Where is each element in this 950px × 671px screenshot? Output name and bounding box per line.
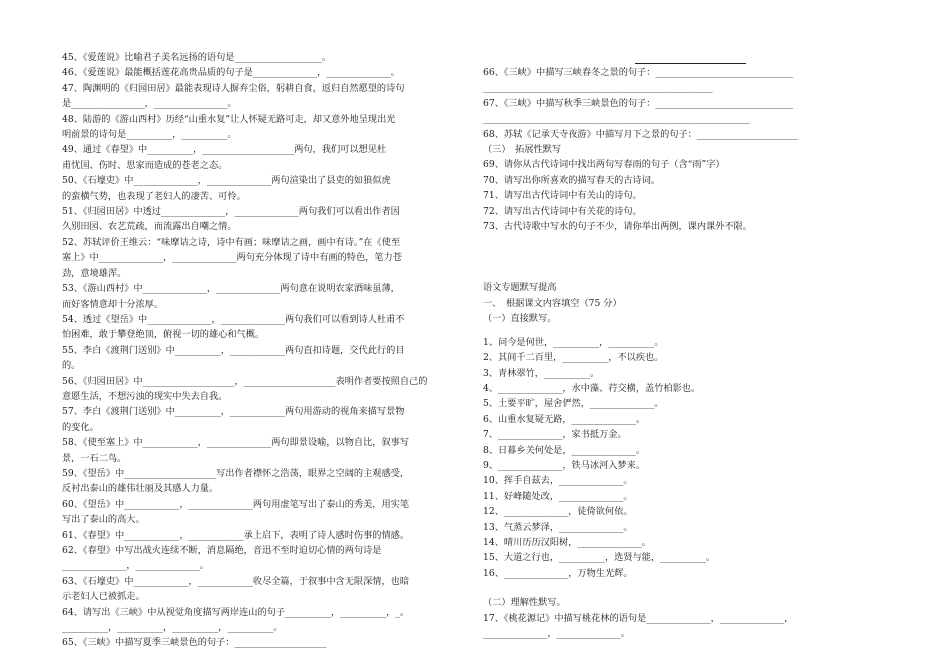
text-line: 16、______________，万物生光辉。 (483, 567, 633, 579)
text-line: 3、青林翠竹，__________。 (483, 367, 600, 379)
text-line: 的变化。 (62, 421, 99, 433)
text-line: 52、苏轼评价王维云：“味摩诘之诗，诗中有画；味摩诘之画，画中有诗。”在《使至 (62, 236, 401, 248)
text-line: 64、请写出《三峡》中从视觉角度描写两岸连山的句子__________，__________，_。 (62, 606, 410, 618)
text-line: ______________，______________。 (483, 628, 630, 639)
text-line: 劲，意境雄浑。 (62, 267, 127, 279)
text-line: 塞上》中______________，______________两句充分体现了诗中有画的特色，笔力苍 (62, 252, 402, 264)
text-line: 的蛮横气势，也表现了老妇人的凄苦、可怜。 (62, 190, 246, 202)
text-line: 的。 (62, 360, 81, 372)
text-line: 69、请你从古代诗词中找出两句写春雨的句子（含“雨”字） (483, 159, 725, 171)
text-line: 48、陆游的《游山西村》历经“山重水复”让人怀疑无路可走，却又意外地呈现出光 (62, 113, 396, 125)
text-line: 45、《爱莲说》比喻君子美名远扬的语句是___________________。 (62, 52, 331, 63)
text-line: 55、李白《渡荆门送别》中__________，____________两句直扣诗题，交代此行的目 (62, 344, 405, 356)
text-line: 明前景的诗句是__________，__________。 (62, 129, 237, 141)
text-line: 13、气蒸云梦泽，______________。 (483, 521, 633, 533)
document-title: 语文专题默写提高 (483, 282, 557, 294)
text-line: 67、《三峡》中描写秋季三峡景色的句子：______________________________ (483, 97, 794, 109)
text-line: __________________________________________________ (483, 82, 713, 94)
text-line: __________，__________，__________，__________。 (62, 622, 283, 634)
section-heading: （三） 拓展性默写 (483, 144, 562, 156)
text-line: 61、《春望》中____________，____________承上启下，表明了诗人感时伤事的情感。 (62, 529, 410, 541)
section-heading: 一、 根据课文内容填空（75 分） (483, 297, 622, 309)
text-line: 5、土要平旷，屋舍俨然，______________。 (483, 398, 664, 410)
text-line: 8、日暮乡关何处是，______________。 (483, 444, 646, 456)
text-line: 72、请写出古代诗词中有关花的诗句。 (483, 205, 642, 217)
text-line: 景，一石二鸟。 (62, 452, 127, 464)
text-line: 71、请写出古代诗词中有关山的诗句。 (483, 190, 642, 202)
text-line: 73、古代诗歌中写水的句子不少，请你举出两例，课内课外不限。 (483, 221, 752, 233)
text-line: 59、《望岳》中____________________写出作者襟怀之浩荡，眼界之空阔的主观感受， (62, 467, 410, 479)
text-line: 7、______________，家书抵万金。 (483, 429, 627, 441)
text-line: 56、《归园田居》中____________________，____________________表明作者要按照自己的 (62, 375, 428, 387)
text-line: 17、《桃花源记》中描写桃花林的语句是______________，______________， (483, 612, 794, 624)
text-line: 49、通过《春望》中__________，____________________两句，我们可以想见杜 (62, 144, 387, 156)
text-line: 12、______________，徒倚欲何依。 (483, 506, 633, 518)
text-line: 70、请写出你所喜欢的描写春天的古诗词。 (483, 174, 661, 186)
text-line: 68、苏轼《记承天寺夜游》中描写月下之景的句子：______________________ (483, 128, 798, 140)
text-line: __________________________________________________________ (483, 113, 750, 125)
right-column (483, 65, 913, 641)
text-line: 47、陶渊明的《归园田居》最能表现诗人摒弃尘俗，躬耕自食，返归自然愿望的诗句 (62, 82, 405, 94)
text-line: 54、透过《望岳》中______________，______________两句我们可以看到诗人杜甫不 (62, 313, 405, 325)
text-line: 是________________，________________。 (62, 98, 237, 110)
text-line: 58、《使至塞上》中____________，______________两句即景设喻，以物自比，叙事写 (62, 437, 410, 449)
text-line: 57、李白《渡荆门送别》中__________，____________两句用游动的视角来描写景物 (62, 406, 405, 418)
section-heading: （一）直接默写。 (483, 313, 557, 325)
text-line: 10、挥手自兹去，______________。 (483, 475, 633, 487)
top-rule (635, 63, 746, 64)
text-line: 11、好峰随处改，______________。 (483, 490, 633, 502)
text-line: 14、晴川历历汉阳树，______________。 (483, 536, 651, 548)
text-line: 6、山重水复疑无路，______________。 (483, 413, 646, 425)
text-line: 1、问今是何世，__________，__________。 (483, 336, 664, 348)
text-line: 53、《游山西村》中______________，______________两句意在说明农家酒味虽薄， (62, 283, 400, 295)
text-line: ______________，______________。 (62, 560, 209, 572)
text-line: 2、其间千二百里，__________，不以疾也。 (483, 352, 664, 364)
text-line: 62、《春望》中写出战火连续不断，消息隔绝，音迅不至时迫切心情的两句诗是 (62, 545, 382, 556)
text-line: 而好客情意却十分浓厚。 (62, 298, 164, 310)
text-line: 51、《归园田居》中透过______________，______________两句我们可以看出作者因 (62, 206, 400, 218)
text-line: 46、《爱莲说》最能概括莲花高贵品质的句子是______________，______________。 (62, 67, 400, 79)
section-heading: （二）理解性默写。 (483, 597, 566, 609)
text-line: 怕困难，敢于攀登绝顶，俯视一切的雄心和气概。 (62, 329, 265, 341)
text-line: 60、《望岳》中____________，______________两句用虚笔写出了泰山的秀美，用实笔 (62, 498, 410, 510)
text-line: 63、《石壕吏》中____________，____________收尽全篇，于叙事中含无限深情，也暗 (62, 575, 410, 587)
text-line: 66、《三峡》中描写三峡春冬之景的句子：______________________________ (483, 67, 794, 78)
text-line: 50、《石壕吏》中______________，______________两句渲染出了县吏的如狼似虎 (62, 175, 391, 187)
text-line: 甫忧国、伤时、思家而造成的苍老之态。 (62, 159, 228, 171)
text-line: 示老妇人已被抓走。 (62, 591, 145, 603)
text-line: 65、《三峡》中描写夏季三峡景色的句子：____________________ (62, 637, 327, 649)
text-line: 4、______________，水中藻、荇交横，盖竹柏影也。 (483, 382, 701, 394)
text-line: 写出了泰山的高大。 (62, 514, 145, 526)
text-line: 意愿生活，不想污浊的现实中失去自我。 (62, 390, 228, 402)
left-column (62, 50, 462, 651)
text-line: 9、______________，铁马冰河入梦来。 (483, 459, 646, 471)
text-line: 反衬出泰山的雄伟壮丽及其感人力量。 (62, 483, 219, 495)
text-line: 15、大道之行也，__________，选贤与能，__________。 (483, 552, 716, 564)
text-line: 久别田园、农艺荒疏，而流露出自嘲之情。 (62, 221, 237, 233)
